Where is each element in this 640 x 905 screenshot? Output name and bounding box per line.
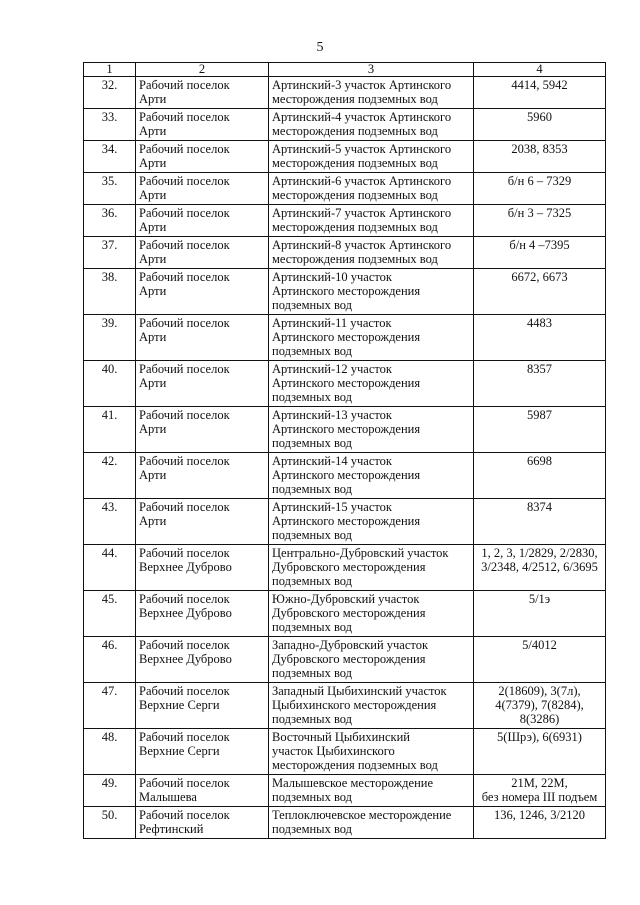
settlement-cell: Рабочий поселок Арти bbox=[136, 315, 269, 361]
settlement-cell: Рабочий поселок Арти bbox=[136, 407, 269, 453]
row-number: 34. bbox=[84, 141, 136, 173]
row-number: 40. bbox=[84, 361, 136, 407]
settlement-cell: Рабочий поселок Арти bbox=[136, 269, 269, 315]
deposit-cell: Западный Цыбихинский участок Цыбихинского месторождения подземных вод bbox=[269, 683, 474, 729]
table-row bbox=[84, 77, 606, 109]
page-number: 5 bbox=[316, 40, 324, 55]
row-number: 42. bbox=[84, 453, 136, 499]
column-header: 1 bbox=[84, 63, 136, 77]
table-row bbox=[84, 315, 606, 361]
wells-cell: 8374 bbox=[474, 499, 606, 545]
settlement-cell: Рабочий поселок Верхние Серги bbox=[136, 729, 269, 775]
deposit-cell: Артинский-13 участок Артинского месторождения подземных вод bbox=[269, 407, 474, 453]
row-number: 43. bbox=[84, 499, 136, 545]
row-number: 50. bbox=[84, 807, 136, 839]
deposit-cell: Восточный Цыбихинский участок Цыбихинского месторождения подземных вод bbox=[269, 729, 474, 775]
row-number: 48. bbox=[84, 729, 136, 775]
table-row bbox=[84, 205, 606, 237]
deposit-cell: Центрально-Дубровский участок Дубровского месторождения подземных вод bbox=[269, 545, 474, 591]
deposit-cell: Артинский-6 участок Артинского месторождения подземных вод bbox=[269, 173, 474, 205]
settlement-cell: Рабочий поселок Верхнее Дуброво bbox=[136, 637, 269, 683]
deposit-cell: Артинский-8 участок Артинского месторождения подземных вод bbox=[269, 237, 474, 269]
wells-cell: б/н 3 – 7325 bbox=[474, 205, 606, 237]
wells-table bbox=[83, 62, 606, 839]
column-header: 2 bbox=[136, 63, 269, 77]
wells-cell: 5/4012 bbox=[474, 637, 606, 683]
row-number: 37. bbox=[84, 237, 136, 269]
settlement-cell: Рабочий поселок Арти bbox=[136, 361, 269, 407]
wells-cell: 8357 bbox=[474, 361, 606, 407]
table-row bbox=[84, 141, 606, 173]
table-row bbox=[84, 807, 606, 839]
deposit-cell: Малышевское месторождение подземных вод bbox=[269, 775, 474, 807]
column-header: 4 bbox=[474, 63, 606, 77]
row-number: 47. bbox=[84, 683, 136, 729]
table-row bbox=[84, 683, 606, 729]
table-row bbox=[84, 453, 606, 499]
settlement-cell: Рабочий поселок Арти bbox=[136, 173, 269, 205]
deposit-cell: Артинский-11 участок Артинского месторождения подземных вод bbox=[269, 315, 474, 361]
settlement-cell: Рабочий поселок Малышева bbox=[136, 775, 269, 807]
table-header-row bbox=[84, 63, 606, 77]
deposit-cell: Артинский-14 участок Артинского месторождения подземных вод bbox=[269, 453, 474, 499]
row-number: 39. bbox=[84, 315, 136, 361]
row-number: 45. bbox=[84, 591, 136, 637]
deposit-cell: Артинский-4 участок Артинского месторождения подземных вод bbox=[269, 109, 474, 141]
table-row bbox=[84, 775, 606, 807]
table-row bbox=[84, 407, 606, 453]
deposit-cell: Артинский-10 участок Артинского месторождения подземных вод bbox=[269, 269, 474, 315]
wells-cell: 2(18609), 3(7л), 4(7379), 7(8284), 8(3286) bbox=[474, 683, 606, 729]
wells-cell: 6698 bbox=[474, 453, 606, 499]
deposit-cell: Артинский-5 участок Артинского месторождения подземных вод bbox=[269, 141, 474, 173]
wells-cell: 1, 2, 3, 1/2829, 2/2830, 3/2348, 4/2512, 6/3695 bbox=[474, 545, 606, 591]
wells-cell: 21М, 22М, без номера III подъем bbox=[474, 775, 606, 807]
row-number: 49. bbox=[84, 775, 136, 807]
settlement-cell: Рабочий поселок Верхнее Дуброво bbox=[136, 591, 269, 637]
deposit-cell: Артинский-12 участок Артинского месторождения подземных вод bbox=[269, 361, 474, 407]
wells-cell: 136, 1246, 3/2120 bbox=[474, 807, 606, 839]
wells-cell: б/н 4 –7395 bbox=[474, 237, 606, 269]
settlement-cell: Рабочий поселок Арти bbox=[136, 237, 269, 269]
settlement-cell: Рабочий поселок Верхнее Дуброво bbox=[136, 545, 269, 591]
settlement-cell: Рабочий поселок Арти bbox=[136, 205, 269, 237]
settlement-cell: Рабочий поселок Рефтинский bbox=[136, 807, 269, 839]
wells-cell: 5(Шрэ), 6(6931) bbox=[474, 729, 606, 775]
row-number: 36. bbox=[84, 205, 136, 237]
settlement-cell: Рабочий поселок Арти bbox=[136, 141, 269, 173]
settlement-cell: Рабочий поселок Верхние Серги bbox=[136, 683, 269, 729]
table-row bbox=[84, 499, 606, 545]
table-row bbox=[84, 269, 606, 315]
row-number: 41. bbox=[84, 407, 136, 453]
table-row bbox=[84, 361, 606, 407]
table-row bbox=[84, 237, 606, 269]
row-number: 35. bbox=[84, 173, 136, 205]
wells-cell: 5987 bbox=[474, 407, 606, 453]
table-row bbox=[84, 637, 606, 683]
deposit-cell: Западно-Дубровский участок Дубровского месторождения подземных вод bbox=[269, 637, 474, 683]
row-number: 32. bbox=[84, 77, 136, 109]
deposit-cell: Артинский-7 участок Артинского месторождения подземных вод bbox=[269, 205, 474, 237]
row-number: 46. bbox=[84, 637, 136, 683]
table-row bbox=[84, 545, 606, 591]
wells-cell: 2038, 8353 bbox=[474, 141, 606, 173]
row-number: 38. bbox=[84, 269, 136, 315]
deposit-cell: Южно-Дубровский участок Дубровского месторождения подземных вод bbox=[269, 591, 474, 637]
settlement-cell: Рабочий поселок Арти bbox=[136, 499, 269, 545]
column-header: 3 bbox=[269, 63, 474, 77]
table-row bbox=[84, 109, 606, 141]
deposit-cell: Теплоключевское месторождение подземных вод bbox=[269, 807, 474, 839]
wells-cell: 6672, 6673 bbox=[474, 269, 606, 315]
wells-cell: 5/1э bbox=[474, 591, 606, 637]
deposit-cell: Артинский-3 участок Артинского месторождения подземных вод bbox=[269, 77, 474, 109]
wells-cell: 4483 bbox=[474, 315, 606, 361]
row-number: 33. bbox=[84, 109, 136, 141]
table-row bbox=[84, 591, 606, 637]
wells-cell: 4414, 5942 bbox=[474, 77, 606, 109]
table-row bbox=[84, 729, 606, 775]
wells-cell: б/н 6 – 7329 bbox=[474, 173, 606, 205]
settlement-cell: Рабочий поселок Арти bbox=[136, 109, 269, 141]
deposit-cell: Артинский-15 участок Артинского месторождения подземных вод bbox=[269, 499, 474, 545]
table-row bbox=[84, 173, 606, 205]
settlement-cell: Рабочий поселок Арти bbox=[136, 453, 269, 499]
wells-cell: 5960 bbox=[474, 109, 606, 141]
row-number: 44. bbox=[84, 545, 136, 591]
settlement-cell: Рабочий поселок Арти bbox=[136, 77, 269, 109]
